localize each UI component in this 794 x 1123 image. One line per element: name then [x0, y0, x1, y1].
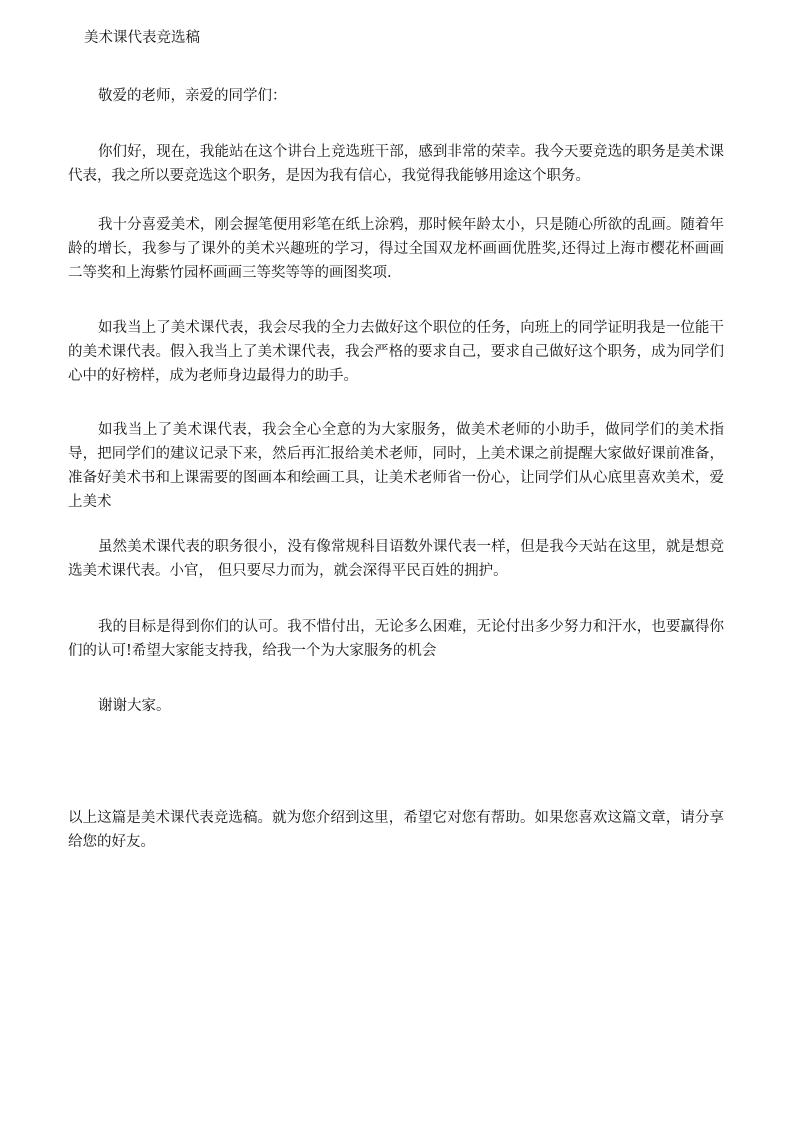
document-title: 美术课代表竞选稿: [84, 30, 200, 46]
body-paragraph-2: 我十分喜爱美术，刚会握笔便用彩笔在纸上涂鸦，那时候年龄太小，只是随心所欲的乱画。随着年龄的增长，我参与了课外的美术兴趣班的学习，得过全国双龙杯画画优胜奖,还得过上海市樱花杯画画二等奖和上海紫竹园杯画画三等奖等等的画图奖项.: [68, 217, 724, 281]
body-paragraph-1: 你们好，现在，我能站在这个讲台上竞选班干部，感到非常的荣幸。我今天要竞选的职务是美术课代表，我之所以要竞选这个职务，是因为我有信心，我觉得我能够用途这个职务。: [68, 144, 724, 184]
body-paragraph-3: 如我当上了美术课代表，我会尽我的全力去做好这个职位的任务，向班上的同学证明我是一位能干的美术课代表。假入我当上了美术课代表，我会严格的要求自己，要求自己做好这个职务，成为同学们心中的好榜样，成为老师身边最得力的助手。: [68, 320, 724, 384]
body-paragraph-5: 虽然美术课代表的职务很小，没有像常规科目语数外课代表一样，但是我今天站在这里，就是想竞选美术课代表。小官， 但只要尽力而为，就会深得平民百姓的拥护。: [68, 539, 724, 579]
body-paragraph-6: 我的目标是得到你们的认可。我不惜付出，无论多么困难，无论付出多少努力和汗水，也要赢得你们的认可!希望大家能支持我，给我一个为大家服务的机会: [68, 619, 724, 659]
body-paragraph-4: 如我当上了美术课代表，我会全心全意的为大家服务，做美术老师的小助手，做同学们的美术指导，把同学们的建议记录下来，然后再汇报给美术老师，同时，上美术课之前提醒大家做好课前准备，准备好美术书和上课需要的图画本和绘画工具，让美术老师省一份心，让同学们从心底里喜欢美术，爱上美术: [68, 422, 724, 510]
thanks-paragraph: 谢谢大家。: [98, 698, 171, 714]
greeting-paragraph: 敬爱的老师，亲爱的同学们：: [98, 88, 287, 104]
closing-note: 以上这篇是美术课代表竞选稿。就为您介绍到这里，希望它对您有帮助。如果您喜欢这篇文章，请分享给您的好友。: [68, 810, 724, 850]
